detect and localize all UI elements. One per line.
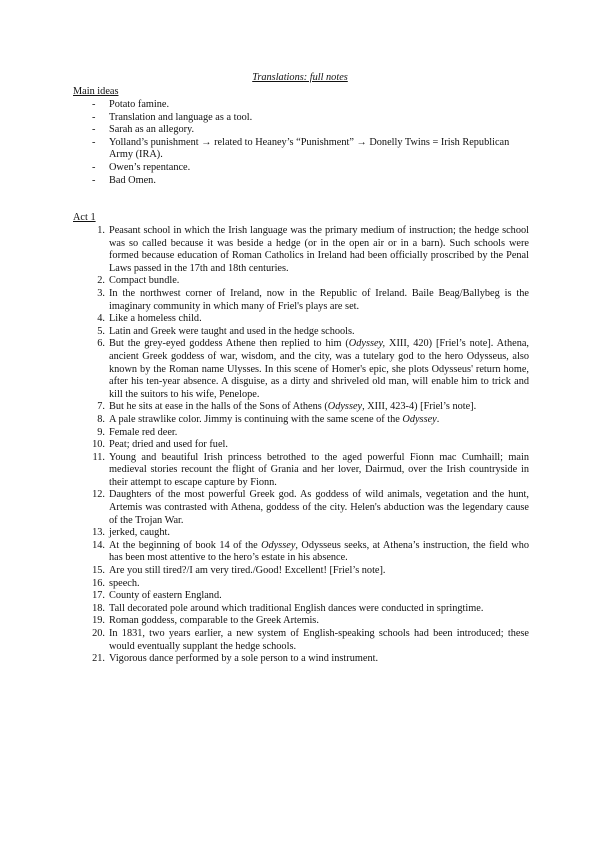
note-text: , XIII, 423-4) [Friel’s note].: [362, 401, 477, 413]
note-item: [73, 326, 529, 339]
main-idea-text: Yolland’s punishment → related to Heaney’s “Punishment” → Donelly Twins = Irish Republican Army (IRA).: [109, 136, 510, 161]
note-item: [73, 313, 529, 326]
note-text: County of eastern England.: [109, 590, 222, 602]
note-number: 3 .: [81, 288, 105, 301]
main-idea-text: Translation and language as a tool.: [109, 111, 253, 123]
note-item: [73, 590, 529, 603]
note-item: [73, 578, 529, 591]
dash-bullet-icon: -: [92, 124, 96, 136]
main-idea-item: [73, 162, 533, 175]
note-italic-title: Odyssey,: [348, 338, 386, 350]
note-number: 11 .: [81, 452, 105, 465]
note-text: , Odysseus seeks, at Athena’s instruction, the field who has been most attentive to the hero’s estate in his absence.: [109, 539, 529, 564]
note-item: [73, 653, 529, 666]
note-text: Young and beautiful Irish princess betrothed to the aged powerful Fionn mac Cumhaill; main medieval stories recount the flight of Grania and her lover, Dairmud, over the Irish countryside in their attempt to escape capture by Fionn.: [109, 451, 529, 488]
note-item: [73, 615, 529, 628]
note-text: Compact bundle.: [109, 275, 180, 287]
note-text: speech.: [109, 577, 140, 589]
note-number: 12 .: [81, 489, 105, 502]
note-item: [73, 603, 529, 616]
note-number: 6 .: [81, 338, 105, 351]
act-1-heading: Act 1: [73, 212, 96, 223]
note-text: Are you still tired?/I am very tired./Good! Excellent! [Friel’s note].: [109, 565, 386, 577]
note-text: Female red deer.: [109, 426, 178, 438]
dash-bullet-icon: -: [92, 161, 96, 173]
note-number: 13 .: [81, 527, 105, 540]
main-idea-item: [73, 124, 533, 137]
page-title: Translations: full notes: [252, 72, 348, 83]
note-item: [73, 489, 529, 527]
main-idea-item: [73, 175, 533, 188]
note-text: Peasant school in which the Irish language was the primary medium of instruction; the hedge school was so called because it was beside a hedge (or in the open air or in a barn). Such schools were formed because education of Roman Catholics in Ireland had been officially proscribed by the Penal Laws passed in the 17th and 18th centuries.: [109, 225, 529, 274]
act-1-notes-list: [73, 225, 529, 666]
main-ideas-list: [73, 99, 533, 187]
note-italic-title: Odyssey: [261, 539, 296, 551]
note-number: 2 .: [81, 275, 105, 288]
dash-bullet-icon: -: [92, 111, 96, 123]
note-number: 16 .: [81, 578, 105, 591]
note-text: But the grey-eyed goddess Athene then replied to him (: [109, 338, 349, 350]
main-idea-item: [73, 137, 533, 162]
note-text: In the northwest corner of Ireland, now in the Republic of Ireland. Baile Beag/Ballybeg is the imaginary community in which many of Friel's plays are set.: [109, 287, 529, 312]
note-item: [73, 452, 529, 490]
note-item: [73, 540, 529, 565]
note-text: Tall decorated pole around which traditional English dances were conducted in springtime.: [109, 602, 484, 614]
note-item: [73, 288, 529, 313]
note-item: [73, 527, 529, 540]
note-number: 20 .: [81, 628, 105, 641]
note-text: Peat; dried and used for fuel.: [109, 439, 228, 451]
note-number: 17 .: [81, 590, 105, 603]
main-idea-text: Bad Omen.: [109, 174, 156, 186]
main-ideas-heading: Main ideas: [73, 86, 119, 97]
note-number: 14 .: [81, 540, 105, 553]
note-number: 1 .: [81, 225, 105, 238]
note-number: 10 .: [81, 439, 105, 452]
note-number: 18 .: [81, 603, 105, 616]
main-idea-text: Owen’s repentance.: [109, 161, 191, 173]
dash-bullet-icon: -: [92, 99, 96, 110]
note-text: .: [436, 413, 440, 425]
note-number: 21 .: [81, 653, 105, 666]
note-item: [73, 401, 529, 414]
note-item: [73, 439, 529, 452]
note-italic-title: Odyssey: [402, 413, 437, 425]
note-number: 15 .: [81, 565, 105, 578]
main-idea-item: [73, 112, 533, 125]
note-text: A pale strawlike color. Jimmy is continuing with the same scene of the: [109, 413, 403, 425]
note-italic-title: Odyssey: [327, 401, 363, 413]
note-item: [73, 338, 529, 401]
note-text: Like a homeless child.: [109, 313, 202, 325]
note-text: But he sits at ease in the halls of the Sons of Athens (: [109, 401, 328, 413]
note-text: jerked, caught.: [109, 527, 170, 539]
note-number: 19 .: [81, 615, 105, 628]
note-item: [73, 414, 529, 427]
note-number: 8 .: [81, 414, 105, 427]
note-number: 7 .: [81, 401, 105, 414]
main-idea-item: [73, 99, 533, 112]
note-text: XIII, 420) [Friel’s note]. Athena, ancient Greek goddess of war, wisdom, and the city, was a tutelary god to the hero Odysseus, also known by the Roman name Ulysses. In this scene of Homer's epic, she plots Odysseus' return home, after his ten-year absence. A disguise, as a dirty and shriveled old man, will enable him to trick and kill the suitors to his wife, Penelope.: [109, 338, 529, 400]
main-idea-text: Sarah as an allegory.: [109, 124, 195, 136]
note-number: 5 .: [81, 326, 105, 339]
note-item: [73, 628, 529, 653]
note-number: 4 .: [81, 313, 105, 326]
note-text: Vigorous dance performed by a sole person to a wind instrument.: [109, 653, 379, 665]
note-text: Latin and Greek were taught and used in the hedge schools.: [109, 325, 355, 337]
note-number: 9 .: [81, 427, 105, 440]
note-item: [73, 275, 529, 288]
note-text: Daughters of the most powerful Greek god. As goddess of wild animals, vegetation and the hunt, Artemis was contrasted with Athena, goddess of the city. Helen's abduction was the legendary cause of the Trojan War.: [109, 489, 529, 526]
dash-bullet-icon: -: [92, 136, 96, 148]
note-text: In 1831, two years earlier, a new system of English-speaking schools had been introduced; these would eventually supplant the hedge schools.: [109, 628, 529, 652]
note-text: Roman goddess, comparable to the Greek Artemis.: [109, 615, 319, 627]
note-item: [73, 565, 529, 578]
dash-bullet-icon: -: [92, 174, 96, 186]
note-item: [73, 427, 529, 440]
main-idea-text: Potato famine.: [109, 99, 170, 110]
note-item: [73, 225, 529, 275]
note-text: At the beginning of book 14 of the: [109, 539, 262, 551]
